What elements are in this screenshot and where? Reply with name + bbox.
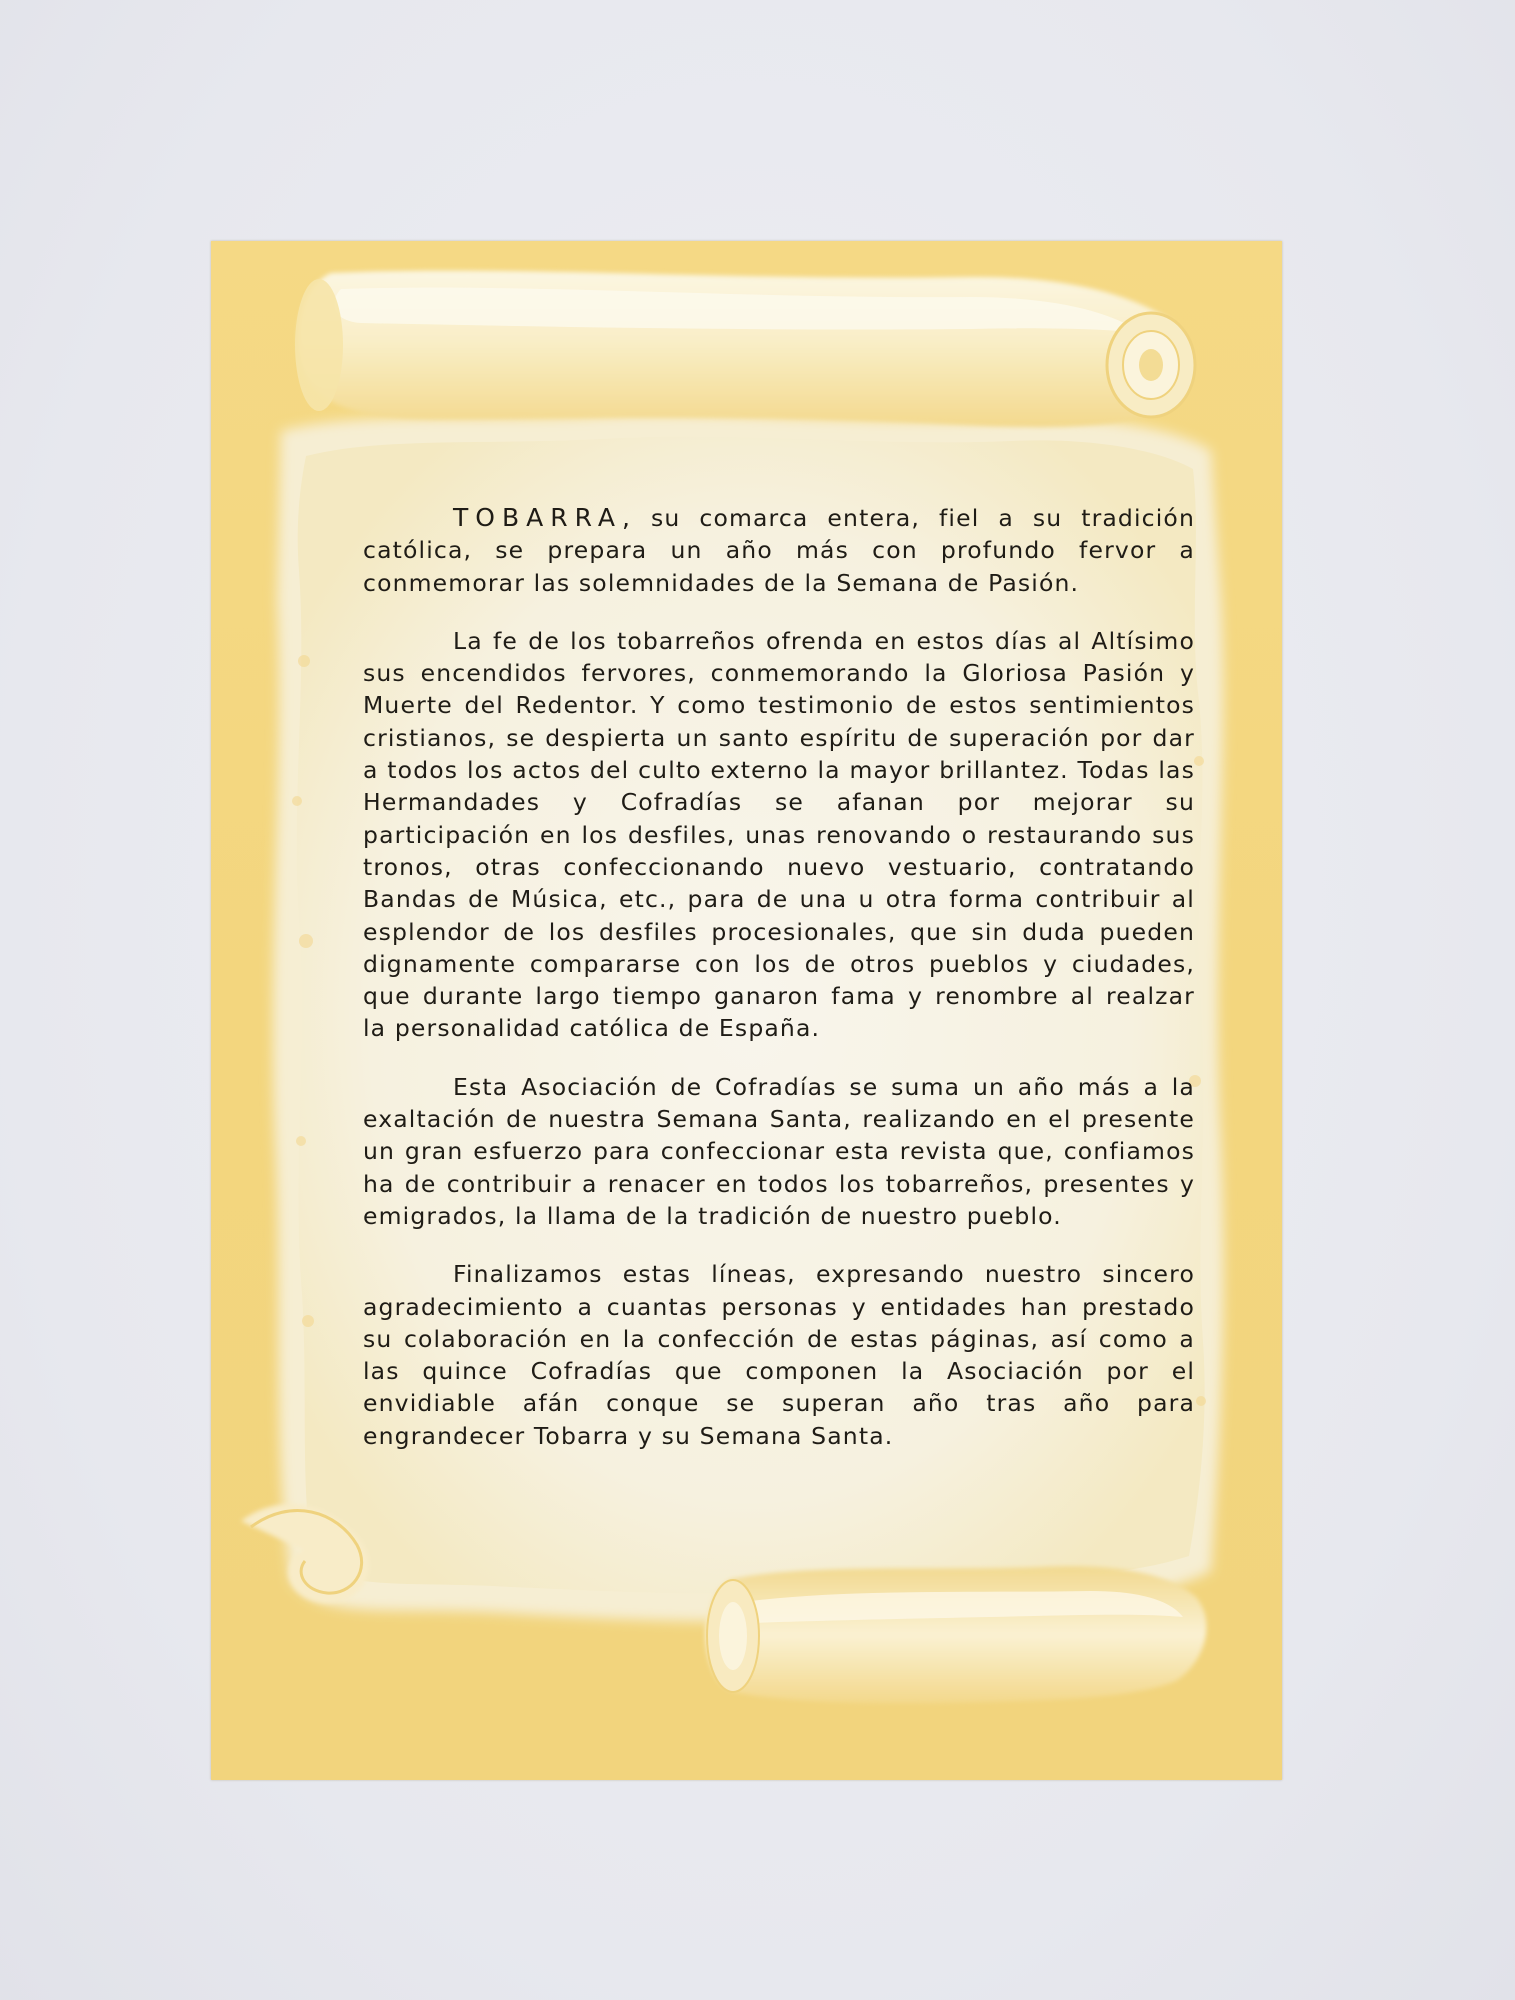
paragraph-2: La fe de los tobarreños ofrenda en estos días al Altísimo sus encendidos fervores, conmemorando la Gloriosa Pasión y Muerte del Redentor. Y como testimonio de estos sentimientos cristianos, se despierta un santo espíritu de superación por dar a todos los actos del culto externo la mayor brillantez. Todas las Hermandades y Cofradías se afanan por mejorar su participación en los desfiles, unas renovando o restaurando sus tronos, otras confeccionando nuevo vestuario, contratando Bandas de Música, etc., para de una u otra forma contribuir al esplendor de los desfiles procesionales, que sin duda pueden dignamente compararse con los de otros pueblos y ciudades, que durante largo tiempo ganaron fama y renombre al realzar la personalidad católica de España. [363,626,1195,1043]
lead-word: TOBARRA, [453,503,637,532]
paragraph-1 [363,502,1195,599]
paragraph-3: Esta Asociación de Cofradías se suma un año más a la exaltación de nuestra Semana Santa, realizando en el presente un gran esfuerzo para confeccionar esta revista que, confiamos ha de contribuir a renacer en todos los tobarreños, presentes y emigrados, la llama de la tradición de nuestro pueblo. [363,1072,1195,1230]
article-text [363,502,1195,1452]
paragraph-1-text: su comarca entera, fiel a su tradición católica, se prepara un año más con profundo fervor a conmemorar las solemnidades de la Semana de Pasión. [363,504,1195,597]
paragraph-4: Finalizamos estas líneas, expresando nuestro sincero agradecimiento a cuantas personas y entidades han prestado su colaboración en la confección de estas páginas, así como a las quince Cofradías que componen la Asociación por el envidiable afán conque se superan año tras año para engrandecer Tobarra y su Semana Santa. [363,1260,1195,1450]
